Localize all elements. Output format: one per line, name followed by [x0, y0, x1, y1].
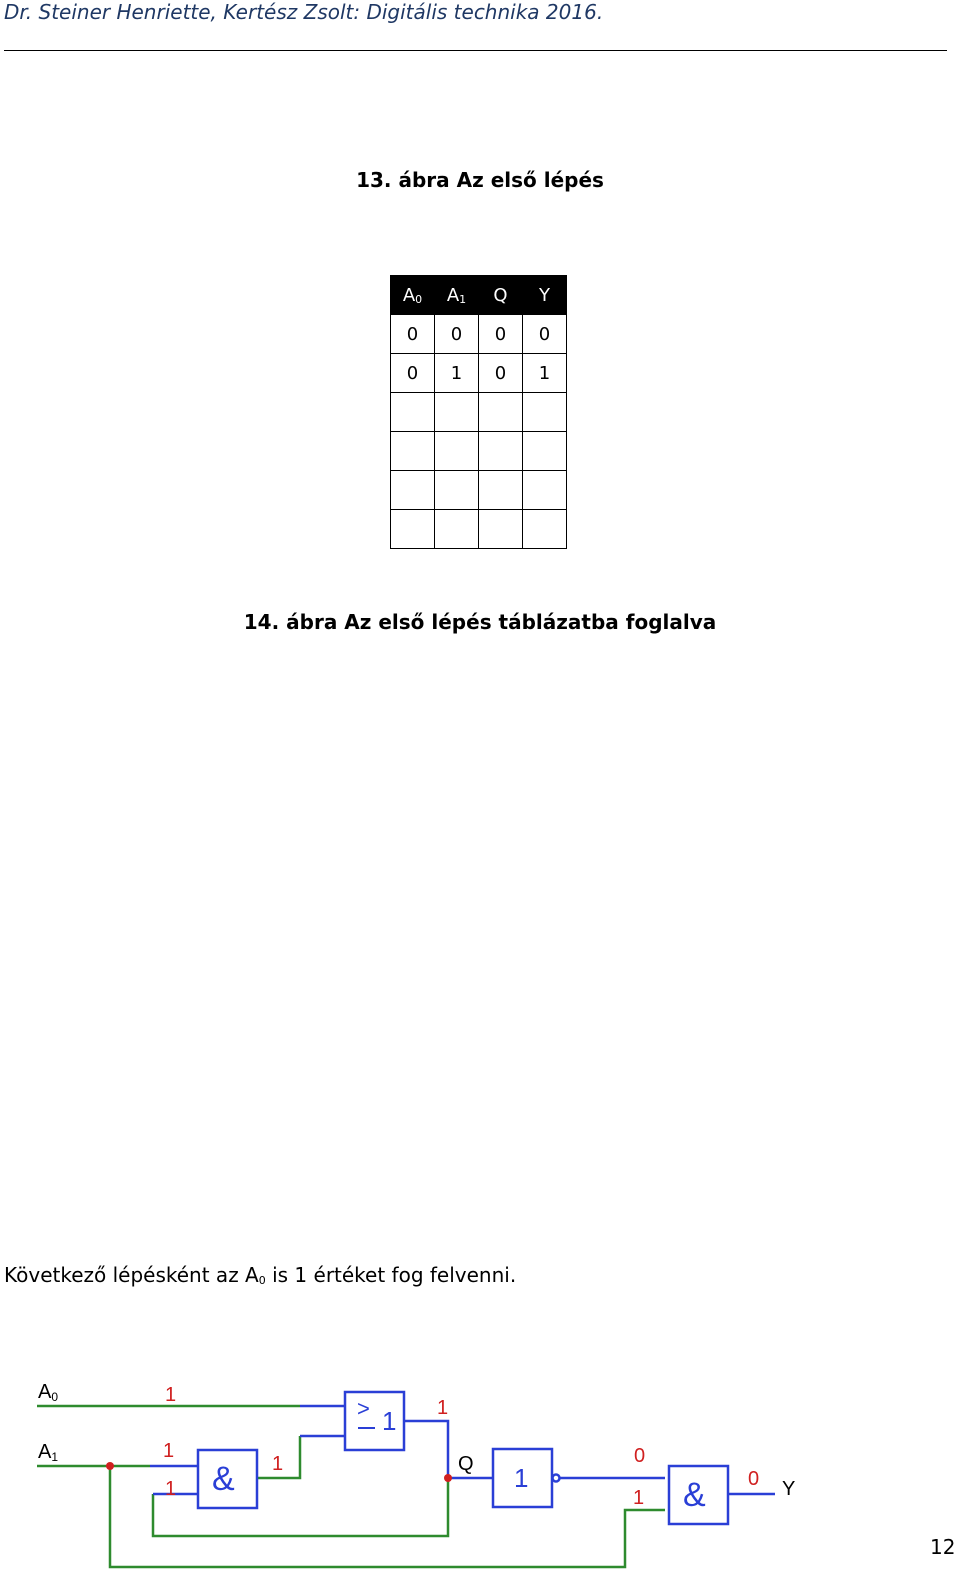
table-row	[391, 432, 567, 471]
value-and1-bottom: 1	[165, 1478, 177, 1500]
table-cell: 0	[479, 315, 523, 354]
table-cell	[391, 393, 435, 432]
and-gate-1-symbol: &	[212, 1460, 235, 1498]
table-cell: 1	[523, 354, 567, 393]
value-and1-out: 1	[272, 1453, 284, 1475]
figure-14-caption: 14. ábra Az első lépés táblázatba foglalva	[243, 610, 717, 634]
table-cell: 0	[479, 354, 523, 393]
page-number: 12	[930, 1535, 956, 1559]
wire-a1-feedback	[110, 1466, 665, 1567]
truth-table	[390, 275, 567, 549]
table-cell: 0	[391, 354, 435, 393]
value-a0: 1	[165, 1384, 177, 1406]
value-or-out: 1	[437, 1397, 449, 1419]
table-row	[391, 393, 567, 432]
table-cell	[391, 510, 435, 549]
q-label: Q	[458, 1453, 474, 1475]
table-row	[391, 315, 567, 354]
table-cell	[479, 432, 523, 471]
input-a1-label: A1	[38, 1441, 59, 1464]
header-y: Y	[523, 276, 567, 315]
green-wires	[37, 1406, 665, 1567]
header-a1: $A_1$	[435, 276, 479, 315]
table-cell	[391, 471, 435, 510]
value-and2-top: 0	[634, 1445, 646, 1467]
junction-node-q	[444, 1474, 452, 1482]
value-and2-bottom: 1	[633, 1487, 645, 1509]
page-header: Dr. Steiner Henriette, Kertész Zsolt: Digitális technika 2016.	[4, 0, 604, 24]
and-gate-2-symbol: &	[683, 1476, 706, 1514]
not-gate-symbol: 1	[514, 1463, 529, 1493]
table-row	[391, 471, 567, 510]
table-cell	[391, 432, 435, 471]
table-cell	[523, 510, 567, 549]
header-rule	[4, 50, 947, 51]
table-cell	[435, 432, 479, 471]
table-cell: 0	[435, 315, 479, 354]
table-cell	[435, 393, 479, 432]
value-and1-top: 1	[163, 1440, 175, 1462]
truth-table-header-row	[391, 276, 567, 315]
not-gate-bubble	[553, 1475, 560, 1482]
header-a0: $A_0$	[391, 276, 435, 315]
or-gate-symbol-bottom: 1	[382, 1406, 397, 1436]
table-cell	[523, 471, 567, 510]
table-cell	[479, 510, 523, 549]
table-cell	[435, 510, 479, 549]
table-cell	[435, 471, 479, 510]
header-q: Q	[479, 276, 523, 315]
wire-or-out	[404, 1421, 493, 1478]
table-row	[391, 510, 567, 549]
body-paragraph: Következő lépésként az $A_0$ is 1 értéket fog felvenni.	[4, 1263, 517, 1287]
table-cell	[479, 393, 523, 432]
table-cell	[523, 393, 567, 432]
input-a0-label: A0	[38, 1381, 59, 1404]
table-cell	[479, 471, 523, 510]
logic-circuit-diagram	[0, 1370, 960, 1576]
junction-node-a1	[106, 1462, 114, 1470]
figure-13-caption: 13. ábra Az első lépés	[356, 168, 604, 192]
table-cell: 0	[523, 315, 567, 354]
or-gate-symbol-top: >	[357, 1396, 370, 1421]
table-cell: 1	[435, 354, 479, 393]
table-cell: 0	[391, 315, 435, 354]
value-y-out: 0	[748, 1468, 760, 1490]
table-row	[391, 354, 567, 393]
y-label: Y	[782, 1478, 796, 1500]
table-cell	[523, 432, 567, 471]
